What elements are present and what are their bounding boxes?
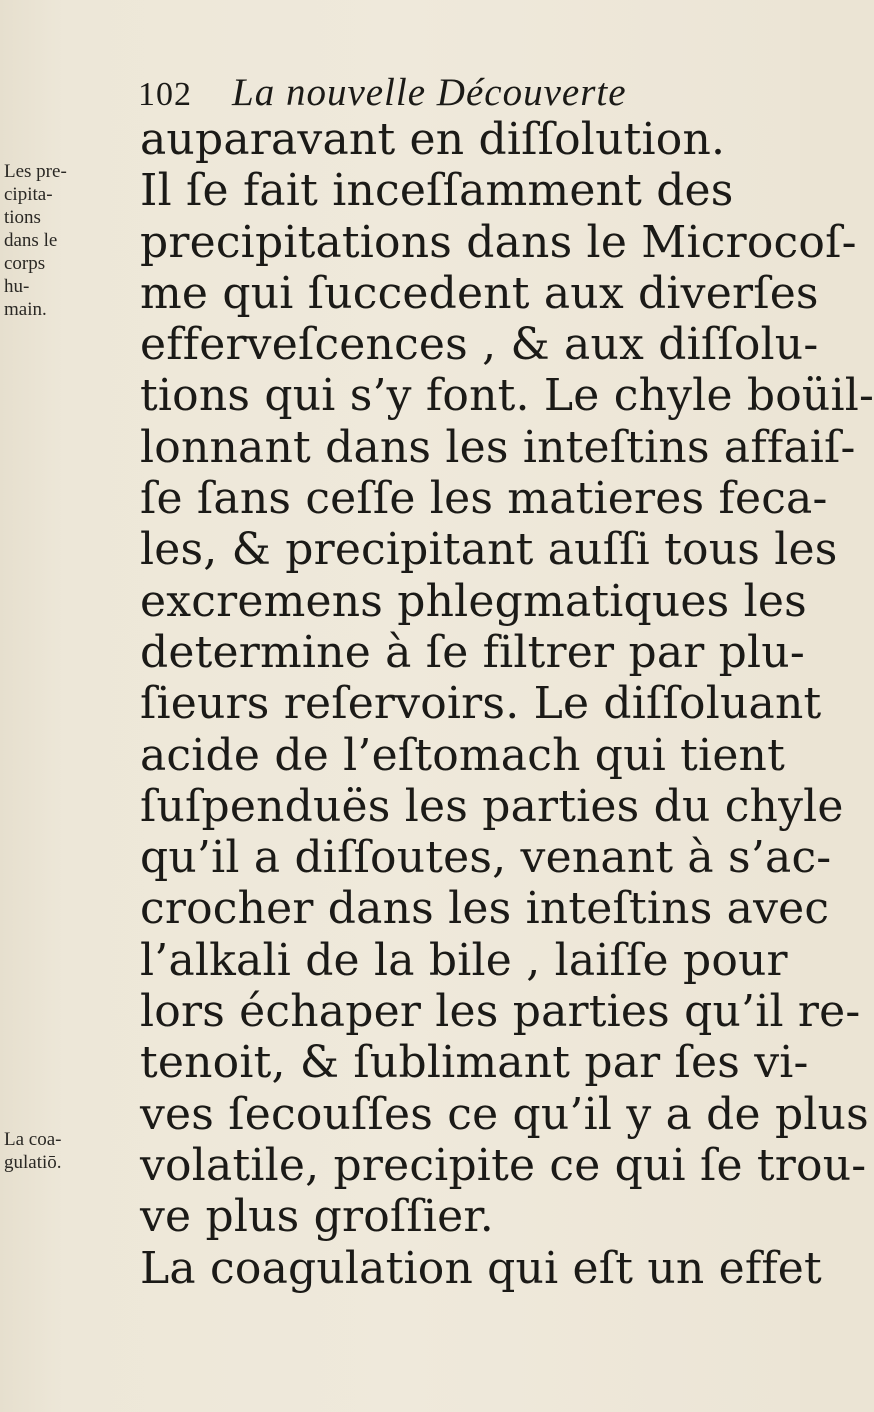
margin-note-line: main. [4, 299, 47, 320]
margin-note-line: corps [4, 253, 46, 274]
text-line: volatile, precipite ce qui ſe trou- [140, 1139, 867, 1191]
margin-note-coagulation [4, 1128, 80, 1174]
margin-note-precipitations [4, 160, 80, 321]
margin-note-line: gulatiō. [4, 1152, 62, 1173]
margin-note-line: tions [4, 207, 41, 228]
text-line: ve plus groſſier. [140, 1191, 494, 1243]
text-line: tions qui s’y font. Le chyle boüil- [140, 370, 874, 422]
text-line: auparavant en diſſolution. [140, 114, 726, 165]
margin-note-line: cipita- [4, 184, 53, 205]
text-line: ves ſecouſſes ce qu’il y a de plus [140, 1088, 869, 1140]
text-line: ſe ſans ceſſe les matieres feca- [140, 473, 828, 525]
margin-note-line: Les pre- [4, 161, 67, 182]
text-line: ſieurs reſervoirs. Le diſſoluant [140, 678, 822, 730]
text-line: excremens phlegmatiques les [140, 575, 807, 627]
text-line: Il ſe fait inceſſamment des [140, 165, 734, 217]
text-line: ſuſpenduës les parties du chyle [140, 780, 844, 832]
running-head [138, 70, 627, 116]
text-line: lonnant dans les inteſtins affaiſ- [140, 421, 856, 473]
page-number: 102 [138, 76, 192, 113]
text-line: lors échaper les parties qu’il re- [140, 986, 861, 1038]
body-text [140, 114, 874, 1294]
text-line: acide de l’eſtomach qui tient [140, 729, 785, 781]
margin-note-line: hu- [4, 276, 30, 297]
text-line: qu’il a diſſoutes, venant à s’ac- [140, 832, 832, 884]
text-line: crocher dans les inteſtins avec [140, 883, 830, 935]
text-line: efferveſcences , & aux diſſolu- [140, 319, 819, 371]
text-line: La coagulation qui eſt un effet [140, 1242, 822, 1294]
text-line: precipitations dans le Microcoſ- [140, 216, 857, 268]
text-line: les, & precipitant auſſi tous les [140, 524, 838, 576]
margin-note-line: La coa- [4, 1129, 62, 1150]
text-line: me qui ſuccedent aux diverſes [140, 267, 819, 319]
text-line: l’alkali de la bile , laiſſe pour [140, 934, 788, 986]
text-line: tenoit, & ſublimant par ſes vi- [140, 1037, 809, 1089]
running-title: La nouvelle Découverte [232, 71, 627, 114]
margin-note-line: dans le [4, 230, 58, 251]
text-line: determine à ſe filtrer par plu- [140, 626, 805, 678]
